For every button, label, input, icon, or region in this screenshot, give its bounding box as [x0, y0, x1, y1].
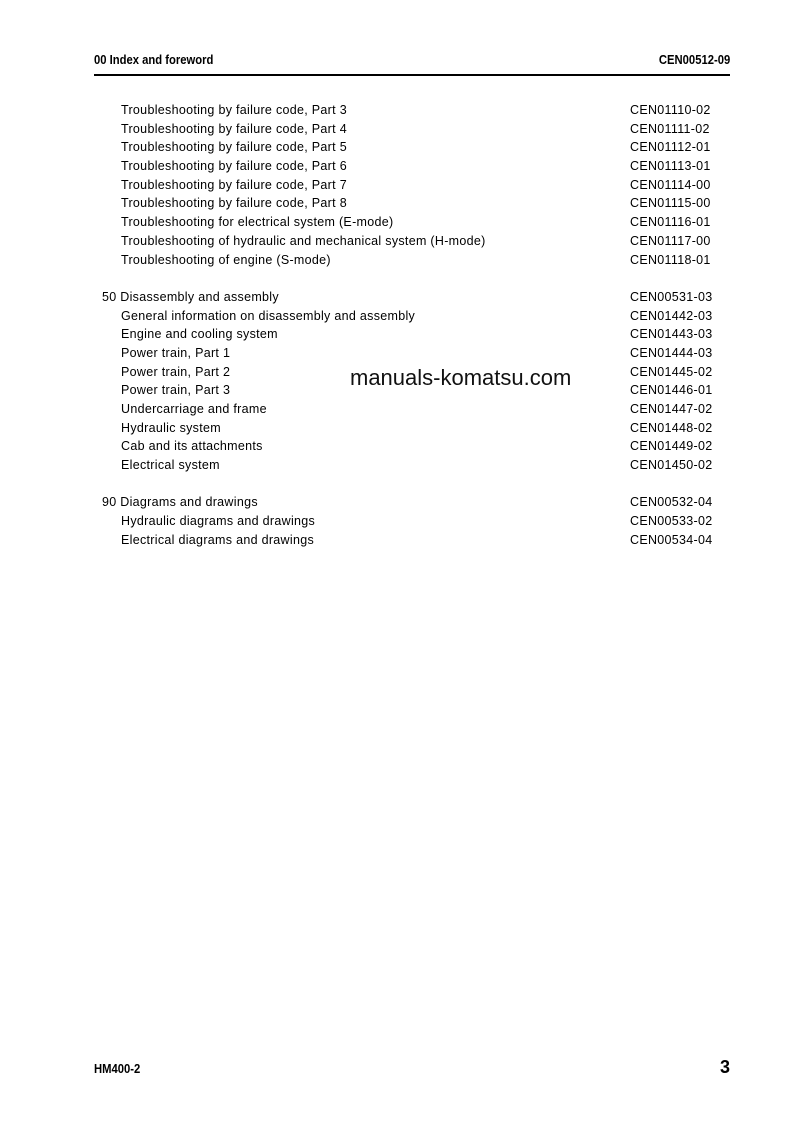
toc-entry-code: CEN00534-04 — [630, 532, 713, 547]
table-of-contents — [0, 101, 794, 550]
toc-entry-code: CEN01112-01 — [630, 140, 711, 155]
toc-entry[interactable] — [0, 307, 794, 326]
toc-entry-code: CEN01116-01 — [630, 215, 711, 230]
toc-entry-title: Troubleshooting by failure code, Part 3 — [121, 103, 347, 117]
section-spacer — [0, 269, 794, 288]
toc-entry-code: CEN01118-01 — [630, 252, 711, 267]
footer-model: HM400-2 — [94, 1062, 141, 1076]
toc-entry-code: CEN01449-02 — [630, 439, 713, 454]
page-number: 3 — [719, 1057, 730, 1077]
toc-entry-code: CEN01448-02 — [630, 420, 713, 435]
section-title: 00 Index and foreword — [94, 53, 214, 67]
toc-entry[interactable] — [0, 456, 794, 475]
toc-entry[interactable] — [0, 157, 794, 176]
toc-entry-title: Troubleshooting by failure code, Part 4 — [121, 121, 347, 136]
toc-entry-title: Troubleshooting by failure code, Part 5 — [121, 140, 347, 155]
toc-entry-code: CEN01446-01 — [630, 383, 713, 398]
toc-entry-title: Troubleshooting by failure code, Part 7 — [121, 177, 347, 192]
toc-entry[interactable] — [0, 419, 794, 438]
toc-entry[interactable] — [0, 176, 794, 195]
page-header — [94, 53, 730, 71]
toc-entry-title: Undercarriage and frame — [121, 402, 267, 416]
toc-entry-code: CEN00533-02 — [630, 514, 713, 529]
toc-entry[interactable] — [0, 213, 794, 232]
toc-entry-code: CEN01450-02 — [630, 458, 713, 473]
toc-entry-code: CEN01113-01 — [630, 159, 711, 174]
toc-entry-code: CEN01114-00 — [630, 177, 711, 192]
toc-entry[interactable] — [0, 512, 794, 531]
toc-entry-code: CEN01447-02 — [630, 402, 713, 416]
section-spacer — [0, 475, 794, 494]
toc-entry-title: Electrical diagrams and drawings — [121, 532, 315, 547]
toc-entry-code: CEN01111-02 — [630, 121, 710, 136]
toc-section-code: CEN00531-03 — [630, 289, 713, 304]
toc-entry-title: Troubleshooting by failure code, Part 6 — [121, 159, 347, 174]
toc-section-90[interactable] — [0, 493, 794, 512]
toc-entry[interactable] — [0, 400, 794, 419]
toc-entry[interactable] — [0, 138, 794, 157]
document-code: CEN00512-09 — [658, 53, 730, 67]
toc-entry-code: CEN01443-03 — [630, 327, 713, 342]
toc-entry-title: Troubleshooting of engine (S-mode) — [121, 252, 331, 267]
toc-entry-title: Power train, Part 2 — [121, 364, 231, 379]
toc-entry[interactable] — [0, 325, 794, 344]
toc-entry-title: General information on disassembly and assembly — [121, 308, 416, 323]
toc-entry-title: Troubleshooting for electrical system (E-mode) — [121, 215, 394, 230]
toc-section-title: 50 Disassembly and assembly — [102, 289, 279, 304]
toc-entry-code: CEN01117-00 — [630, 233, 711, 248]
toc-entry[interactable] — [0, 344, 794, 363]
toc-entry-code: CEN01444-03 — [630, 345, 713, 360]
toc-entry-title: Troubleshooting by failure code, Part 8 — [121, 196, 347, 211]
toc-entry-code: CEN01115-00 — [630, 196, 711, 211]
toc-entry-title: Electrical system — [121, 458, 220, 473]
toc-section-50[interactable] — [0, 288, 794, 307]
toc-entry[interactable] — [0, 120, 794, 139]
toc-entry[interactable] — [0, 251, 794, 270]
toc-entry[interactable] — [0, 437, 794, 456]
toc-entry-code: CEN01110-02 — [630, 103, 711, 117]
toc-entry-title: Power train, Part 3 — [121, 383, 231, 398]
toc-entry[interactable] — [0, 101, 794, 120]
toc-entry-title: Troubleshooting of hydraulic and mechanical system (H-mode) — [121, 233, 486, 248]
toc-entry-title: Cab and its attachments — [121, 439, 263, 454]
toc-section-code: CEN00532-04 — [630, 495, 713, 510]
toc-entry[interactable] — [0, 531, 794, 550]
toc-entry-title: Engine and cooling system — [121, 327, 278, 342]
toc-entry-code: CEN01442-03 — [630, 308, 713, 323]
toc-entry-title: Hydraulic diagrams and drawings — [121, 514, 316, 529]
toc-entry-title: Hydraulic system — [121, 420, 221, 435]
watermark: manuals-komatsu.com — [350, 365, 572, 390]
header-divider — [94, 74, 730, 76]
toc-section-title: 90 Diagrams and drawings — [102, 495, 258, 510]
toc-entry-code: CEN01445-02 — [630, 364, 713, 379]
toc-entry[interactable] — [0, 194, 794, 213]
toc-entry[interactable] — [0, 232, 794, 251]
toc-entry-title: Power train, Part 1 — [121, 345, 231, 360]
